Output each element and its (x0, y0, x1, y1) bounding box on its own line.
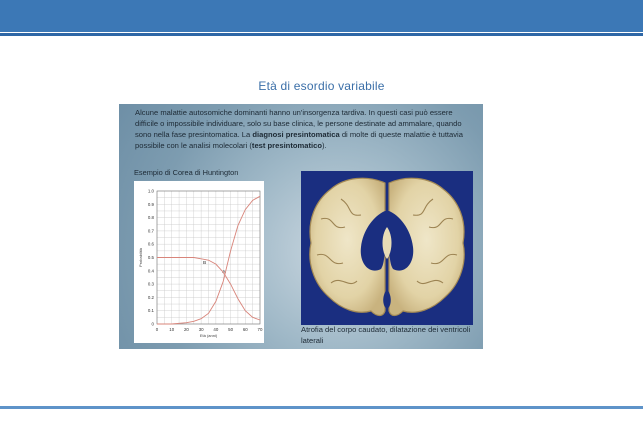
slide-title: Età di esordio variabile (258, 79, 385, 93)
huntington-probability-chart (134, 181, 264, 343)
chart-xtick-label: 10 (169, 327, 175, 332)
brain-image-caption: Atrofia del corpo caudato, dilatazione dei ventricoli laterali (301, 325, 471, 345)
footer-divider (0, 406, 643, 409)
chart-xtick-label: 0 (155, 327, 159, 332)
chart-ytick-label: 0.3 (147, 281, 154, 287)
chart-xtick-label: 70 (257, 327, 263, 332)
chart-ylabel: Probabilità (138, 248, 143, 267)
chart-ytick-label: 0.4 (147, 268, 154, 274)
chart-xtick-label: 40 (213, 327, 219, 332)
chart-canvas (134, 181, 264, 343)
chart-ytick-label: 0.1 (147, 308, 154, 314)
chart-xtick-label: 50 (228, 327, 234, 332)
example-label: Esempio di Corea di Huntington (134, 168, 239, 177)
intro-paragraph (135, 107, 473, 151)
chart-xtick-label: 60 (242, 327, 248, 332)
header-divider (0, 33, 643, 36)
intro-text-end: ). (321, 141, 327, 150)
intro-bold-diagnosi: diagnosi presintomatica (252, 130, 340, 139)
chart-series-label: B (203, 260, 207, 266)
chart-series-label: A (222, 270, 226, 276)
content-panel (119, 104, 483, 349)
brain-drawing (301, 171, 473, 325)
chart-xlabel: Età (anni) (199, 333, 218, 338)
chart-ytick-label: 1.0 (147, 188, 154, 194)
intro-bold-test: test presintomatico (251, 141, 322, 150)
chart-ytick-label: 0.8 (147, 215, 154, 221)
chart-ytick-label: 0.9 (147, 201, 154, 207)
chart-xtick-label: 20 (183, 327, 189, 332)
intro-text-start: Alcune malattie autosomiche dominanti hanno un'insorgenza tardiva. In questi casi può essere difficile o impossibile individuare, solo su base clinica, le persone destinate ad ammalare, quando sono nella fase presintomatica. La (135, 108, 462, 139)
intro-text-middle: di molte di queste malattie è tuttavia possibile con le analisi molecolari ( (135, 130, 463, 150)
chart-ytick-label: 0.2 (147, 294, 154, 300)
chart-ytick-label: 0.5 (147, 255, 154, 260)
chart-ytick-label: 0.6 (147, 241, 154, 247)
header-bar (0, 0, 643, 32)
chart-ytick-label: 0 (151, 321, 154, 327)
chart-ytick-label: 0.7 (147, 228, 154, 234)
chart-xtick-label: 30 (198, 327, 204, 332)
brain-section-image (301, 171, 473, 325)
